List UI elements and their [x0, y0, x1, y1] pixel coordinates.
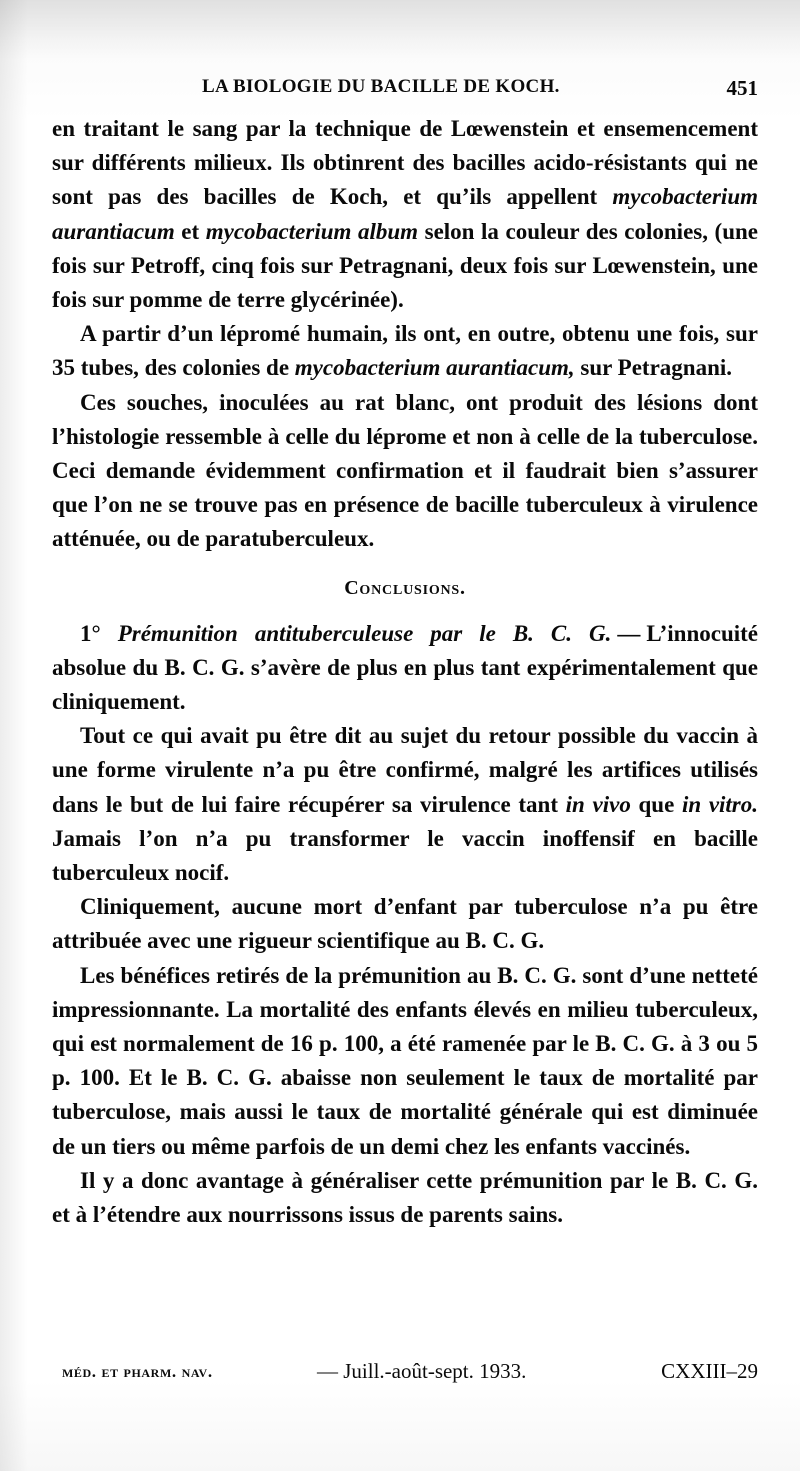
- page-footer: [62, 1359, 758, 1392]
- footer-date-text: Juill.-août-sept. 1933.: [343, 1359, 527, 1383]
- paragraph-4: [52, 617, 758, 720]
- body-text: [52, 112, 758, 1232]
- footer-separator: —: [317, 1359, 338, 1383]
- paragraph-6: Cliniquement, aucune mort d’enfant par tuberculose n’a pu être attribuée avec une rigueur scientifique au B. C. G.: [52, 894, 758, 954]
- paragraph-1-italic-1: mycobacterium aurantiacum: [52, 184, 758, 244]
- footer-journal: méd. et pharm. nav.: [62, 1362, 213, 1381]
- paragraph-5-text-b: que: [630, 791, 682, 817]
- paragraph-1-text-c: selon la couleur des colonies, (une fois sur Petroff, cinq fois sur Petragnani, deux fois sur Lœwenstein, une fois sur pomme de terre glycérinée).: [52, 218, 758, 313]
- scan-shadow-top: [0, 0, 800, 60]
- running-header: [52, 74, 758, 104]
- paragraph-8: Il y a donc avantage à généraliser cette prémunition par le B. C. G. et à l’étendre aux nourrissons issus de parents sains.: [52, 1167, 758, 1228]
- paragraph-5-italic-2: in vitro.: [681, 791, 759, 817]
- paragraph-2-text-a: A partir d’un lépromé humain, ils ont, en outre, obtenu une fois, sur 35 tubes, des colonies de: [52, 321, 758, 381]
- paragraph-2-italic-1: mycobacterium aurantiacum,: [294, 355, 575, 381]
- paragraph-1-italic-2: mycobacterium album: [205, 218, 419, 244]
- paragraph-1-text-a: en traitant le sang par la technique de Lœwenstein et ensemencement sur différents milieux. Ils obtinrent des bacilles acido-résistants qui ne sont pas des bacilles de Koch, et qu’ils appellent: [52, 116, 758, 210]
- paragraph-4-italic-1: Prémunition antituberculeuse par le B. C. G.: [117, 620, 612, 646]
- paragraph-4-number: 1°: [80, 620, 101, 646]
- paragraph-7: Les bénéfices retirés de la prémunition au B. C. G. sont d’une netteté impressionnante. La mortalité des enfants élevés en milieu tuberculeux, qui est normalement de 16 p. 100, a été ramenée par le B. C. G. à 3 ou 5 p. 100. Et le B. C. G. abaisse non seulement le taux de mortalité par tuberculose, mais aussi le taux de mortalité générale qui est diminuée de un tiers ou même parfois de un demi chez les enfants vaccinés.: [52, 962, 758, 1159]
- paragraph-5-text-c: Jamais l’on n’a pu transformer le vaccin inoffensif en bacille tuberculeux nocif.: [52, 825, 758, 886]
- paragraph-5: [52, 719, 758, 890]
- paragraph-2: [52, 317, 758, 385]
- paragraph-3: Ces souches, inoculées au rat blanc, ont produit des lésions dont l’histologie ressemble à celle du léprome et non à celle de la tuberculose. Ceci demande évidemment confirmation et il faudrait bien s’assurer que l’on ne se trouve pas en présence de bacille tuberculeux à virulence atténuée, ou de paratuberculeux.: [52, 389, 758, 552]
- paragraph-4-text-a: L’innocuité absolue du B. C. G. s’avère de plus en plus tant expérimentalement que cliniquement.: [52, 620, 758, 715]
- paragraph-2-text-b: sur Petragnani.: [574, 355, 733, 381]
- page-number: 451: [726, 76, 758, 100]
- paragraph-5-italic-1: in vivo: [565, 791, 631, 817]
- paragraph-5-text-a: Tout ce qui avait pu être dit au sujet du retour possible du vaccin à une forme virulente n’a pu être confirmé, malgré les artifices utilisés dans le but de lui faire récupérer sa virulence tant: [52, 723, 758, 817]
- paragraph-4-dash: —: [617, 620, 641, 646]
- paragraph-1: [52, 112, 758, 317]
- scan-shadow-left: [0, 0, 28, 1471]
- running-title: LA BIOLOGIE DU BACILLE DE KOCH.: [202, 76, 560, 97]
- footer-date: [317, 1359, 526, 1384]
- paragraph-1-text-b: et: [174, 218, 206, 244]
- section-heading-conclusions: Conclusions.: [344, 576, 466, 599]
- footer-signature: CXXIII–29: [661, 1359, 758, 1383]
